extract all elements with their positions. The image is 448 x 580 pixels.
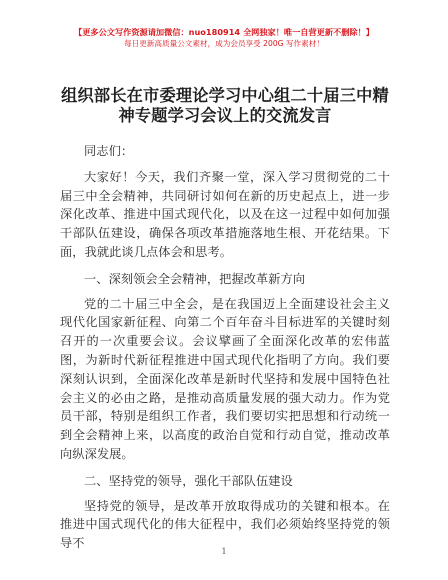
- section-heading-1: 一、深刻领会全会精神，把握改革新方向: [84, 271, 306, 286]
- section-2-paragraph: 坚持党的领导，是改革开放取得成功的关键和根本。在推进中国式现代化的伟大征程中，我们必须始终坚持党的领导不: [60, 498, 390, 551]
- section-heading-2: 二、坚持党的领导，强化干部队伍建设: [84, 473, 293, 488]
- document-body: [60, 142, 390, 561]
- ad-banner: [0, 26, 448, 49]
- ad-banner-line1: 【更多公文写作资源请加微信：nuo180914 全网独家！唯一自营更新不删除！】: [74, 27, 374, 37]
- page-number: 1: [221, 547, 227, 556]
- ad-banner-line2: 每日更新高质量公文素材，成为会员享受 200G 写作素材！: [124, 39, 324, 48]
- document-title-line1: 组织部长在市委理论学习中心组二十届三中精: [61, 86, 389, 105]
- section-1-paragraph: 党的二十届三中全会，是在我国迈上全面建设社会主义现代化国家新征程、向第二个百年奋斗目标进军的关键时刻召开的一次重要会议。会议擘画了全面深化改革的宏伟蓝图，为新时代新征程推进中国式现代化指明了方向。我们要深刻认识到，全面深化改革是新时代坚持和发展中国特色社会主义的必由之路，是推动高质量发展的强大动力。作为党员干部，特别是组织工作者，我们要切实把思想和行动统一到全会精神上来，以高度的政治自觉和行动自觉，推动改革向纵深发展。: [60, 296, 390, 461]
- greeting-paragraph: 同志们：: [84, 144, 134, 158]
- document-title-line2: 神专题学习会议上的交流发言: [118, 106, 332, 125]
- document-title: [60, 86, 390, 126]
- intro-paragraph: 大家好！今天，我们齐聚一堂，深入学习贯彻党的二十届三中全会精神，共同研讨如何在新的历史起点上，进一步深化改革、推进中国式现代化，以及在这一过程中如何加强干部队伍建设，确保各项改革措施落地生根、开花结果。下面，我就此谈几点体会和思考。: [60, 169, 390, 259]
